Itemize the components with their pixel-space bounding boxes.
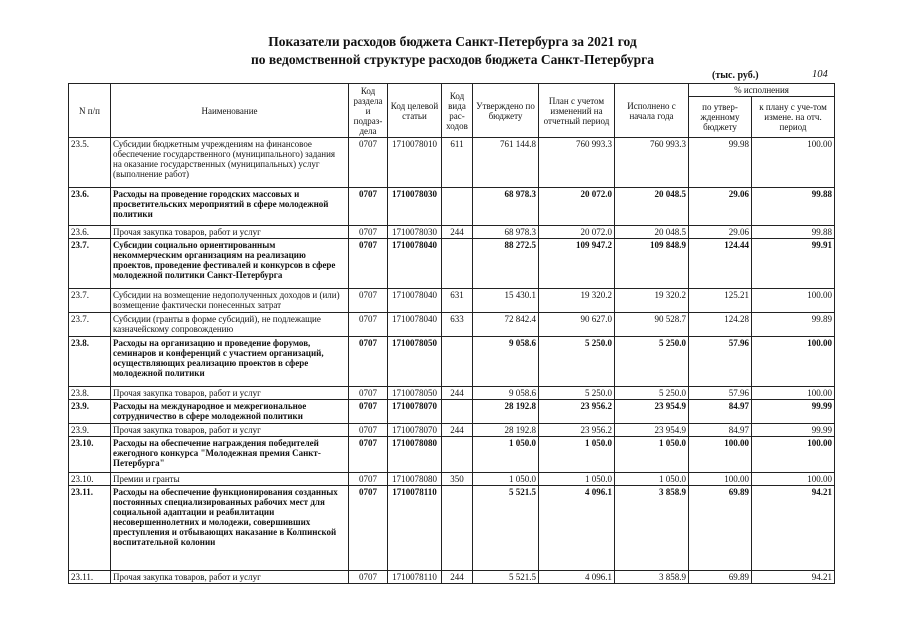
cell-article: 1710078030: [388, 188, 442, 226]
cell-plan: 760 993.3: [539, 138, 615, 188]
cell-pct-plan: 99.99: [752, 424, 835, 437]
cell-plan: 4 096.1: [539, 571, 615, 584]
cell-pct-plan: 100.00: [752, 337, 835, 387]
cell-section: 0707: [349, 486, 388, 571]
cell-pct-plan: 99.99: [752, 400, 835, 424]
cell-article: 1710078050: [388, 387, 442, 400]
cell-article: 1710078030: [388, 226, 442, 239]
cell-executed: 3 858.9: [615, 571, 689, 584]
cell-pct-plan: 100.00: [752, 387, 835, 400]
cell-pct-plan: 94.21: [752, 486, 835, 571]
cell-executed: 19 320.2: [615, 289, 689, 313]
cell-approved: 88 272.5: [473, 239, 539, 289]
cell-article: 1710078110: [388, 571, 442, 584]
cell-executed: 760 993.3: [615, 138, 689, 188]
table-header: [69, 84, 835, 138]
cell-section: 0707: [349, 424, 388, 437]
cell-type: [442, 486, 473, 571]
col-header-pct-approved: по утвер-жденному бюджету: [689, 97, 752, 138]
cell-executed: 109 848.9: [615, 239, 689, 289]
table-row: [69, 486, 835, 571]
cell-num: 23.5.: [69, 138, 111, 188]
cell-pct-approved: 69.89: [689, 486, 752, 571]
cell-plan: 1 050.0: [539, 437, 615, 473]
cell-pct-approved: 57.96: [689, 337, 752, 387]
cell-name: Субсидии (гранты в форме субсидий), не подлежащие казначейскому сопровождению: [111, 313, 349, 337]
cell-approved: 28 192.8: [473, 400, 539, 424]
cell-plan: 20 072.0: [539, 188, 615, 226]
document-title: Показатели расходов бюджета Санкт-Петербурга за 2021 год: [268, 34, 637, 49]
cell-pct-plan: 99.89: [752, 313, 835, 337]
cell-name: Прочая закупка товаров, работ и услуг: [111, 571, 349, 584]
cell-type: 611: [442, 138, 473, 188]
cell-type: 631: [442, 289, 473, 313]
cell-section: 0707: [349, 226, 388, 239]
cell-pct-approved: 84.97: [689, 400, 752, 424]
cell-name: Расходы на обеспечение награждения победителей ежегодного конкурса "Молодежная премия Санкт-Петербурга": [111, 437, 349, 473]
col-header-approved: Утверждено по бюджету: [473, 84, 539, 138]
cell-section: 0707: [349, 473, 388, 486]
table-row: [69, 337, 835, 387]
cell-pct-approved: 57.96: [689, 387, 752, 400]
cell-type: 244: [442, 226, 473, 239]
cell-pct-approved: 124.28: [689, 313, 752, 337]
cell-pct-approved: 100.00: [689, 437, 752, 473]
cell-executed: 5 250.0: [615, 337, 689, 387]
table-row: [69, 571, 835, 584]
cell-num: 23.8.: [69, 387, 111, 400]
cell-section: 0707: [349, 437, 388, 473]
cell-article: 1710078010: [388, 138, 442, 188]
cell-article: 1710078080: [388, 473, 442, 486]
cell-approved: 72 842.4: [473, 313, 539, 337]
cell-approved: 9 058.6: [473, 337, 539, 387]
cell-pct-approved: 69.89: [689, 571, 752, 584]
cell-pct-approved: 100.00: [689, 473, 752, 486]
cell-name: Прочая закупка товаров, работ и услуг: [111, 226, 349, 239]
cell-type: 350: [442, 473, 473, 486]
cell-executed: 3 858.9: [615, 486, 689, 571]
cell-pct-plan: 94.21: [752, 571, 835, 584]
cell-plan: 20 072.0: [539, 226, 615, 239]
cell-article: 1710078070: [388, 400, 442, 424]
cell-article: 1710078070: [388, 424, 442, 437]
table-row: [69, 437, 835, 473]
cell-article: 1710078040: [388, 313, 442, 337]
budget-table: [68, 83, 835, 584]
cell-plan: 4 096.1: [539, 486, 615, 571]
cell-type: 633: [442, 313, 473, 337]
cell-pct-plan: 99.88: [752, 188, 835, 226]
cell-executed: 90 528.7: [615, 313, 689, 337]
cell-article: 1710078080: [388, 437, 442, 473]
units-label: (тыс. руб.): [712, 70, 759, 81]
cell-pct-approved: 29.06: [689, 188, 752, 226]
cell-article: 1710078040: [388, 289, 442, 313]
cell-approved: 28 192.8: [473, 424, 539, 437]
cell-pct-plan: 100.00: [752, 138, 835, 188]
cell-executed: 20 048.5: [615, 226, 689, 239]
table-row: [69, 400, 835, 424]
cell-executed: 5 250.0: [615, 387, 689, 400]
cell-approved: 761 144.8: [473, 138, 539, 188]
table-row: [69, 473, 835, 486]
cell-section: 0707: [349, 400, 388, 424]
cell-num: 23.6.: [69, 188, 111, 226]
col-header-executed: Исполнено с начала года: [615, 84, 689, 138]
cell-section: 0707: [349, 337, 388, 387]
cell-name: Субсидии на возмещение недополученных доходов и (или) возмещение фактически понесенных затрат: [111, 289, 349, 313]
cell-type: 244: [442, 571, 473, 584]
cell-type: 244: [442, 387, 473, 400]
cell-plan: 23 956.2: [539, 400, 615, 424]
cell-pct-approved: 125.21: [689, 289, 752, 313]
cell-pct-approved: 99.98: [689, 138, 752, 188]
cell-num: 23.9.: [69, 400, 111, 424]
cell-plan: 19 320.2: [539, 289, 615, 313]
table-row: [69, 424, 835, 437]
cell-num: 23.7.: [69, 289, 111, 313]
cell-type: [442, 337, 473, 387]
col-header-pct-plan: к плану с уче-том измене. на отч. период: [752, 97, 835, 138]
cell-approved: 1 050.0: [473, 473, 539, 486]
col-header-percent-group: % исполнения: [689, 84, 835, 97]
cell-num: 23.10.: [69, 473, 111, 486]
cell-name: Расходы на организацию и проведение форумов, семинаров и конференций с участием организаций, осуществляющих реализацию проектов в сфере молодежной политики: [111, 337, 349, 387]
cell-section: 0707: [349, 387, 388, 400]
cell-num: 23.7.: [69, 239, 111, 289]
cell-type: [442, 437, 473, 473]
col-header-name: Наименование: [111, 84, 349, 138]
cell-name: Расходы на обеспечение функционирования созданных постоянных специализированных рабочих мест для социальной адаптации и реабилитации несовершеннолетних и молодежи, совершивших преступления и отбывающих наказание в Колпинской воспитательной колонии: [111, 486, 349, 571]
cell-pct-plan: 99.91: [752, 239, 835, 289]
cell-type: 244: [442, 424, 473, 437]
cell-name: Субсидии бюджетным учреждениям на финансовое обеспечение государственного (муниципального) задания на оказание государственных (муниципальных) услуг (выполнение работ): [111, 138, 349, 188]
cell-executed: 1 050.0: [615, 437, 689, 473]
table-row: [69, 226, 835, 239]
cell-plan: 5 250.0: [539, 337, 615, 387]
cell-pct-plan: 99.88: [752, 226, 835, 239]
cell-section: 0707: [349, 188, 388, 226]
page-number: 104: [812, 69, 828, 80]
cell-approved: 5 521.5: [473, 486, 539, 571]
table-body: [69, 138, 835, 584]
cell-num: 23.6.: [69, 226, 111, 239]
cell-section: 0707: [349, 571, 388, 584]
cell-executed: 23 954.9: [615, 400, 689, 424]
cell-num: 23.9.: [69, 424, 111, 437]
cell-num: 23.8.: [69, 337, 111, 387]
cell-num: 23.10.: [69, 437, 111, 473]
cell-executed: 23 954.9: [615, 424, 689, 437]
cell-num: 23.11.: [69, 571, 111, 584]
cell-num: 23.11.: [69, 486, 111, 571]
cell-pct-approved: 124.44: [689, 239, 752, 289]
cell-num: 23.7.: [69, 313, 111, 337]
cell-name: Прочая закупка товаров, работ и услуг: [111, 387, 349, 400]
cell-pct-approved: 29.06: [689, 226, 752, 239]
cell-pct-plan: 100.00: [752, 473, 835, 486]
col-header-num: N п/п: [69, 84, 111, 138]
cell-section: 0707: [349, 289, 388, 313]
cell-type: [442, 400, 473, 424]
col-header-article: Код целевой статьи: [388, 84, 442, 138]
cell-name: Расходы на проведение городских массовых и просветительских мероприятий в сфере молодежной политики: [111, 188, 349, 226]
cell-approved: 68 978.3: [473, 226, 539, 239]
cell-plan: 5 250.0: [539, 387, 615, 400]
cell-plan: 109 947.2: [539, 239, 615, 289]
cell-article: 1710078050: [388, 337, 442, 387]
table-row: [69, 138, 835, 188]
document-subtitle: по ведомственной структуре расходов бюджета Санкт-Петербурга: [250, 52, 655, 67]
cell-name: Расходы на международное и межрегиональное сотрудничество в сфере молодежной политики: [111, 400, 349, 424]
cell-type: [442, 239, 473, 289]
cell-name: Прочая закупка товаров, работ и услуг: [111, 424, 349, 437]
cell-pct-approved: 84.97: [689, 424, 752, 437]
cell-name: Субсидии социально ориентированным некоммерческим организациям на реализацию проектов, проведение фестивалей и конкурсов в сфере молодежной политики Санкт-Петербурга: [111, 239, 349, 289]
cell-pct-plan: 100.00: [752, 437, 835, 473]
cell-pct-plan: 100.00: [752, 289, 835, 313]
table-row: [69, 188, 835, 226]
table-row: [69, 313, 835, 337]
col-header-type: Код вида рас-ходов: [442, 84, 473, 138]
col-header-section: Код раздела и подраз-дела: [349, 84, 388, 138]
cell-executed: 1 050.0: [615, 473, 689, 486]
cell-name: Премии и гранты: [111, 473, 349, 486]
cell-section: 0707: [349, 138, 388, 188]
table-row: [69, 289, 835, 313]
cell-type: [442, 188, 473, 226]
cell-section: 0707: [349, 239, 388, 289]
col-header-plan: План с учетом изменений на отчетный период: [539, 84, 615, 138]
cell-approved: 68 978.3: [473, 188, 539, 226]
cell-approved: 9 058.6: [473, 387, 539, 400]
cell-plan: 90 627.0: [539, 313, 615, 337]
cell-approved: 15 430.1: [473, 289, 539, 313]
cell-approved: 5 521.5: [473, 571, 539, 584]
cell-executed: 20 048.5: [615, 188, 689, 226]
cell-plan: 1 050.0: [539, 473, 615, 486]
cell-approved: 1 050.0: [473, 437, 539, 473]
table-row: [69, 387, 835, 400]
cell-section: 0707: [349, 313, 388, 337]
table-row: [69, 239, 835, 289]
cell-plan: 23 956.2: [539, 424, 615, 437]
cell-article: 1710078110: [388, 486, 442, 571]
cell-article: 1710078040: [388, 239, 442, 289]
